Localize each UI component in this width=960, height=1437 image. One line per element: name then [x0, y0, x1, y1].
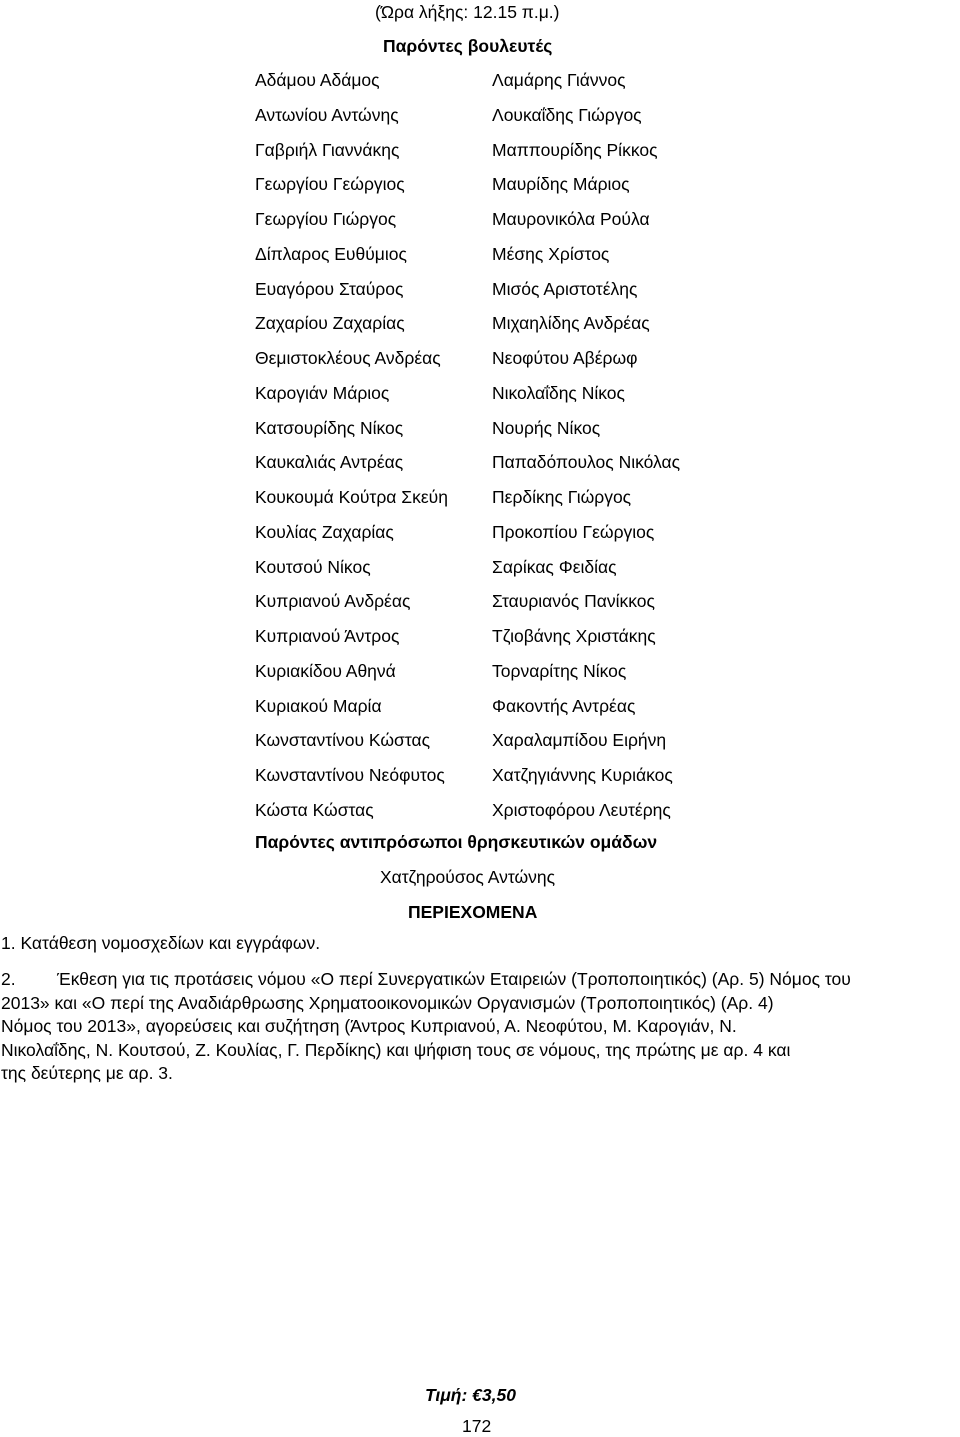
member-name-left: Κατσουρίδης Νίκος — [255, 417, 404, 438]
price-label: Τιμή: €3,50 — [425, 1385, 516, 1405]
contents-item-2-number: 2. — [1, 969, 16, 989]
contents-item-2-line: 2013» και «Ο περί της Αναδιάρθρωσης Χρηματοοικονομικών Οργανισμών (Τροποποιητικός) (Αρ. 4) — [1, 992, 774, 1013]
member-name-left: Κωνσταντίνου Νεόφυτος — [255, 765, 445, 785]
member-name-right: Παπαδόπουλος Νικόλας — [492, 452, 681, 473]
member-name-left: Κωνσταντίνου Κώστας — [255, 730, 431, 751]
member-name-left: Ευαγόρου Σταύρος — [255, 278, 404, 299]
member-name-left: Κουκουμά Κούτρα Σκεύη — [255, 487, 448, 507]
member-name-right: Λουκαΐδης Γιώργος — [492, 104, 642, 125]
member-name-left: Κουλίας Ζαχαρίας — [255, 521, 394, 542]
member-name-right: Μισός Αριστοτέλης — [492, 278, 638, 299]
contents-item-2-line — [1, 968, 957, 992]
representative-name: Χατζηρούσος Αντώνης — [380, 867, 556, 887]
member-name-right: Χαραλαμπίδου Ειρήνη — [492, 730, 667, 751]
member-name-left: Καυκαλιάς Αντρέας — [255, 452, 404, 473]
member-name-right: Μιχαηλίδης Ανδρέας — [492, 313, 650, 334]
contents-heading: ΠΕΡΙΕΧΟΜΕΝΑ — [408, 902, 538, 922]
member-name-left: Κυπριανού Ανδρέας — [255, 591, 411, 612]
page-number: 172 — [462, 1416, 492, 1436]
member-name-left: Κυριακίδου Αθηνά — [255, 660, 396, 681]
member-name-right: Νικολαΐδης Νίκος — [492, 382, 625, 403]
contents-item-2-line: Νικολαΐδης, Ν. Κουτσού, Ζ. Κουλίας, Γ. Περδίκης) και ψήφιση τους σε νόμους, της πρώτης με αρ. 4 και — [1, 1039, 791, 1060]
member-name-left: Κυπριανού Άντρος — [255, 626, 400, 646]
representatives-heading: Παρόντες αντιπρόσωποι θρησκευτικών ομάδων — [255, 832, 658, 852]
end-time-line: (Ώρα λήξης: 12.15 π.μ.) — [375, 2, 560, 22]
member-name-left: Κουτσού Νίκος — [255, 556, 371, 577]
member-name-right: Φακοντής Αντρέας — [492, 695, 636, 716]
member-name-right: Νουρής Νίκος — [492, 417, 601, 438]
contents-item-2-line: της δεύτερης με αρ. 3. — [1, 1063, 173, 1083]
member-name-left: Γαβριήλ Γιαννάκης — [255, 139, 400, 160]
contents-item-2 — [1, 968, 957, 1086]
member-name-left: Καρογιάν Μάριος — [255, 382, 390, 403]
member-name-right: Τζιοβάνης Χριστάκης — [492, 626, 656, 646]
member-name-left: Κυριακού Μαρία — [255, 695, 382, 716]
member-name-right: Περδίκης Γιώργος — [492, 487, 632, 507]
member-name-left: Κώστα Κώστας — [255, 799, 374, 820]
member-name-left: Αντωνίου Αντώνης — [255, 104, 399, 125]
contents-item-2-line-text: Έκθεση για τις προτάσεις νόμου «Ο περί Συνεργατικών Εταιρειών (Τροποποιητικός) (Αρ. 5) Νόμος του — [57, 969, 851, 989]
member-name-right: Μαυρίδης Μάριος — [492, 174, 630, 195]
member-name-right: Νεοφύτου Αβέρωφ — [492, 348, 638, 368]
member-name-right: Προκοπίου Γεώργιος — [492, 521, 655, 542]
member-name-left: Γεωργίου Γεώργιος — [255, 174, 405, 195]
member-name-left: Αδάμου Αδάμος — [255, 70, 380, 90]
member-name-left: Δίπλαρος Ευθύμιος — [255, 243, 407, 264]
member-name-left: Γεωργίου Γιώργος — [255, 209, 397, 229]
member-name-right: Λαμάρης Γιάννος — [492, 70, 626, 90]
member-name-right: Μαυρονικόλα Ρούλα — [492, 209, 650, 229]
member-name-right: Μαππουρίδης Ρίκκος — [492, 139, 658, 160]
member-name-right: Μέσης Χρίστος — [492, 243, 610, 264]
member-name-right: Χριστοφόρου Λευτέρης — [492, 799, 671, 820]
member-name-left: Ζαχαρίου Ζαχαρίας — [255, 313, 405, 334]
member-name-right: Σαρίκας Φειδίας — [492, 556, 617, 577]
contents-item-2-line: Νόμος του 2013», αγορεύσεις και συζήτηση (Άντρος Κυπριανού, Α. Νεοφύτου, Μ. Καρογιάν, Ν. — [1, 1016, 737, 1036]
contents-item-1: 1. Κατάθεση νομοσχεδίων και εγγράφων. — [1, 933, 321, 953]
member-name-right: Σταυριανός Πανίκκος — [492, 591, 655, 612]
member-name-left: Θεμιστοκλέους Ανδρέας — [255, 348, 441, 368]
member-name-right: Χατζηγιάννης Κυριάκος — [492, 765, 673, 785]
member-name-right: Τορναρίτης Νίκος — [492, 660, 627, 681]
present-members-heading: Παρόντες βουλευτές — [383, 36, 553, 56]
